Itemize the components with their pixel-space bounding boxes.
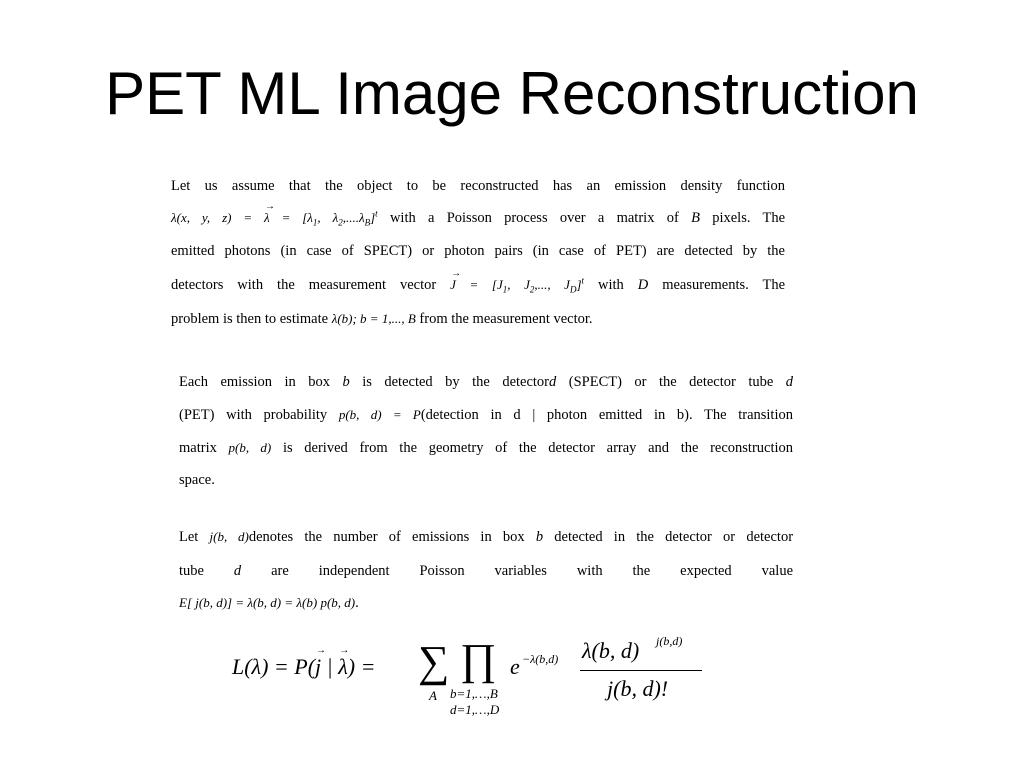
symbol-b-box: b <box>535 529 544 545</box>
p3-period: . <box>355 595 359 611</box>
lambda-vector-equation: λ(x, y, z) = → $\lambda = [\lambda_1$, $\lambda_2,....\lambda_B]^t$ <box>171 210 378 225</box>
p2-text-1c: (SPECT) or the detector tube <box>568 374 774 390</box>
p3-word-are: are <box>271 563 289 579</box>
p2-text-1b: is detected by the detector <box>362 374 550 390</box>
p1-line-1 <box>171 178 785 198</box>
paragraph-poisson-variables <box>179 529 793 619</box>
symbol-d-var: d <box>233 563 242 579</box>
fraction-bar <box>580 670 702 671</box>
p3-text-1c: detected in the detector or detector <box>554 529 794 545</box>
product-limit-b: b=1,…,B <box>450 686 498 701</box>
p2-text-3b: is derived from the geometry of the detector array and the reconstruction <box>282 440 794 456</box>
p3-line-1 <box>179 529 793 549</box>
p2-text-2b: (detection in d | photon emitted in b). <box>420 407 693 423</box>
p2-line-2 <box>179 407 793 427</box>
product-limit-d: d=1,…,D <box>450 702 500 717</box>
p3-word-independent: independent <box>318 563 390 579</box>
estimate-equation: λ(b); b = 1,..., B <box>331 311 416 326</box>
p1-line-4 <box>171 277 785 297</box>
p1-text-2: with a Poisson process over a matrix of <box>389 210 679 226</box>
expected-value-equation: E[ j(b, d)] = λ(b, d) = λ(b) p(b, d) <box>179 595 356 610</box>
likelihood-formula <box>232 632 712 722</box>
symbol-d: d <box>549 374 557 390</box>
symbol-b: b <box>342 374 350 390</box>
p2-text-2: (PET) with probability <box>179 407 328 423</box>
p3-word-the: the <box>632 563 651 579</box>
fraction-numerator: λ(b, d) <box>582 638 640 663</box>
p1-text-2b: pixels. The <box>712 210 786 226</box>
numerator-power: j(b,d) <box>656 634 683 648</box>
p3-word-expected: expected <box>680 563 732 579</box>
transition-matrix-symbol: p(b, d) <box>228 440 272 455</box>
p2-line-4 <box>179 472 793 492</box>
p1-text-1: Let us assume that the object to be reconstructed has an emission density function <box>171 178 785 194</box>
p1-line-2 <box>171 210 785 230</box>
paragraph-detection-probability <box>179 374 793 504</box>
p1-line-5 <box>171 311 785 331</box>
fraction-denominator: j(b, d)! <box>607 676 669 701</box>
sum-symbol: ∑ <box>418 637 450 686</box>
sum-limit: A <box>429 688 437 703</box>
p3-word-poisson: Poisson <box>419 563 465 579</box>
emission-count-symbol: j(b, d) <box>209 529 249 544</box>
p3-text-1b: denotes the number of emissions in box <box>248 529 525 545</box>
formula-lhs: L(λ) = P(→ j | → λ) = <box>232 654 375 680</box>
p1-text-5: problem is then to estimate <box>171 311 329 327</box>
p1-line-3 <box>171 243 785 263</box>
product-symbol: ∏ <box>460 635 497 684</box>
p3-line-3 <box>179 595 793 615</box>
p3-word-with: with <box>576 563 603 579</box>
p3-text-1: Let <box>179 529 199 545</box>
exp-power: −λ(b,d) <box>522 652 559 666</box>
symbol-d-tube: d <box>785 374 794 390</box>
p2-text-4: space. <box>179 472 215 488</box>
p2-text-2c: The transition <box>704 407 793 423</box>
p3-word-tube: tube <box>179 563 204 579</box>
p2-text-3: matrix <box>179 440 217 456</box>
p1-text-5b: from the measurement vector. <box>419 311 593 327</box>
probability-equation: p(b, d) = P <box>338 407 421 422</box>
p3-word-variables: variables <box>494 563 547 579</box>
symbol-D: D <box>637 277 649 293</box>
slide-title: PET ML Image Reconstruction <box>105 60 919 127</box>
exp-base: e <box>510 654 520 679</box>
p3-word-value: value <box>761 563 794 579</box>
p2-text-1: Each emission in box <box>179 374 330 390</box>
p1-text-4b: with <box>598 277 624 293</box>
symbol-B: B <box>691 210 700 226</box>
p3-line-2 <box>179 563 793 583</box>
p2-line-3 <box>179 440 793 460</box>
paragraph-emission-density <box>171 178 785 338</box>
p2-line-1 <box>179 374 793 394</box>
measurement-vector-equation: → $J = [J_1$, $J_2$,..., $J_D]^t$ <box>450 277 584 292</box>
p1-text-4: detectors with the measurement vector <box>171 277 437 293</box>
p1-text-3: emitted photons (in case of SPECT) or photon pairs (in case of PET) are detected by the <box>171 243 785 259</box>
p1-text-4c: measurements. The <box>662 277 786 293</box>
